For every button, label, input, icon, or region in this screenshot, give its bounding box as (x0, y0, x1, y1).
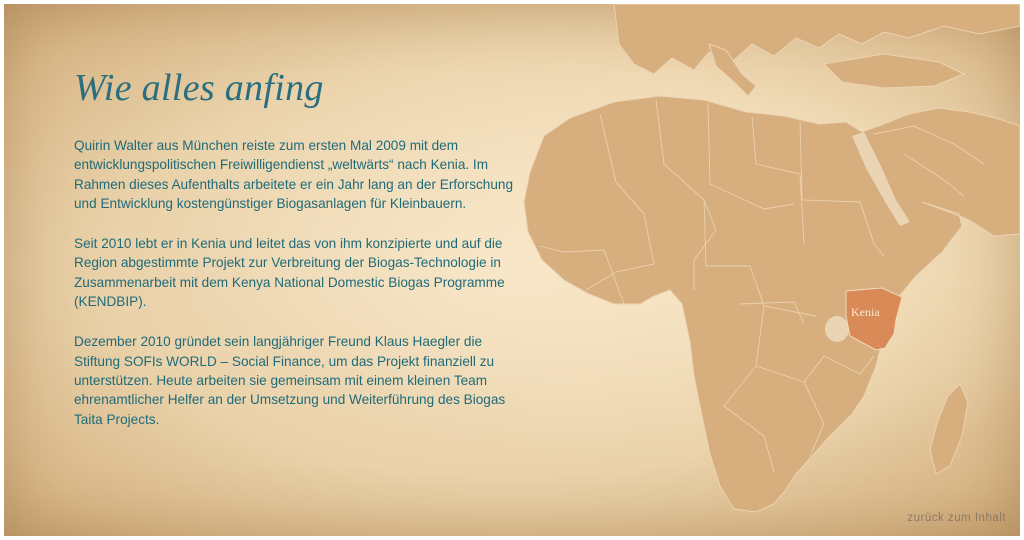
paragraph-2: Seit 2010 lebt er in Kenia und leitet das von ihm konzipierte und auf die Region abgestimmte Projekt zur Verbreitung der Biogas-Technologie in Zusammenarbeit mit dem Kenya National Domestic Biogas Programme (KENDBIP). (74, 236, 505, 310)
page-background (4, 4, 1020, 536)
paragraph-3: Dezember 2010 gründet sein langjähriger Freund Klaus Haegler die Stiftung SOFIs WORLD – Social Finance, um das Projekt finanziell zu unterstützen. Heute arbeiten sie gemeinsam mit einem kleinen Team ehrenamtlicher Helfer an der Umsetzung und Weiterführung des Biogas Taita Projects. (74, 334, 506, 427)
europe-land (614, 4, 1020, 74)
lake-victoria (825, 316, 849, 342)
paragraph-1: Quirin Walter aus München reiste zum ersten Mal 2009 mit dem entwicklungspolitischen Freiwilligendienst „weltwärts“ nach Kenia. Im Rahmen dieses Aufenthalts arbeitete er ein Jahr lang an der Erforschung und Entwicklung kostengünstiger Biogasanlagen für Kleinbauern. (74, 138, 514, 211)
back-to-contents-link[interactable]: zurück zum Inhalt (907, 512, 1006, 524)
turkey-land (824, 54, 964, 88)
page-title: Wie alles anfing (74, 67, 324, 109)
kenya-label: Kenia (851, 305, 880, 319)
madagascar-land (930, 384, 968, 474)
story-text (74, 136, 514, 450)
